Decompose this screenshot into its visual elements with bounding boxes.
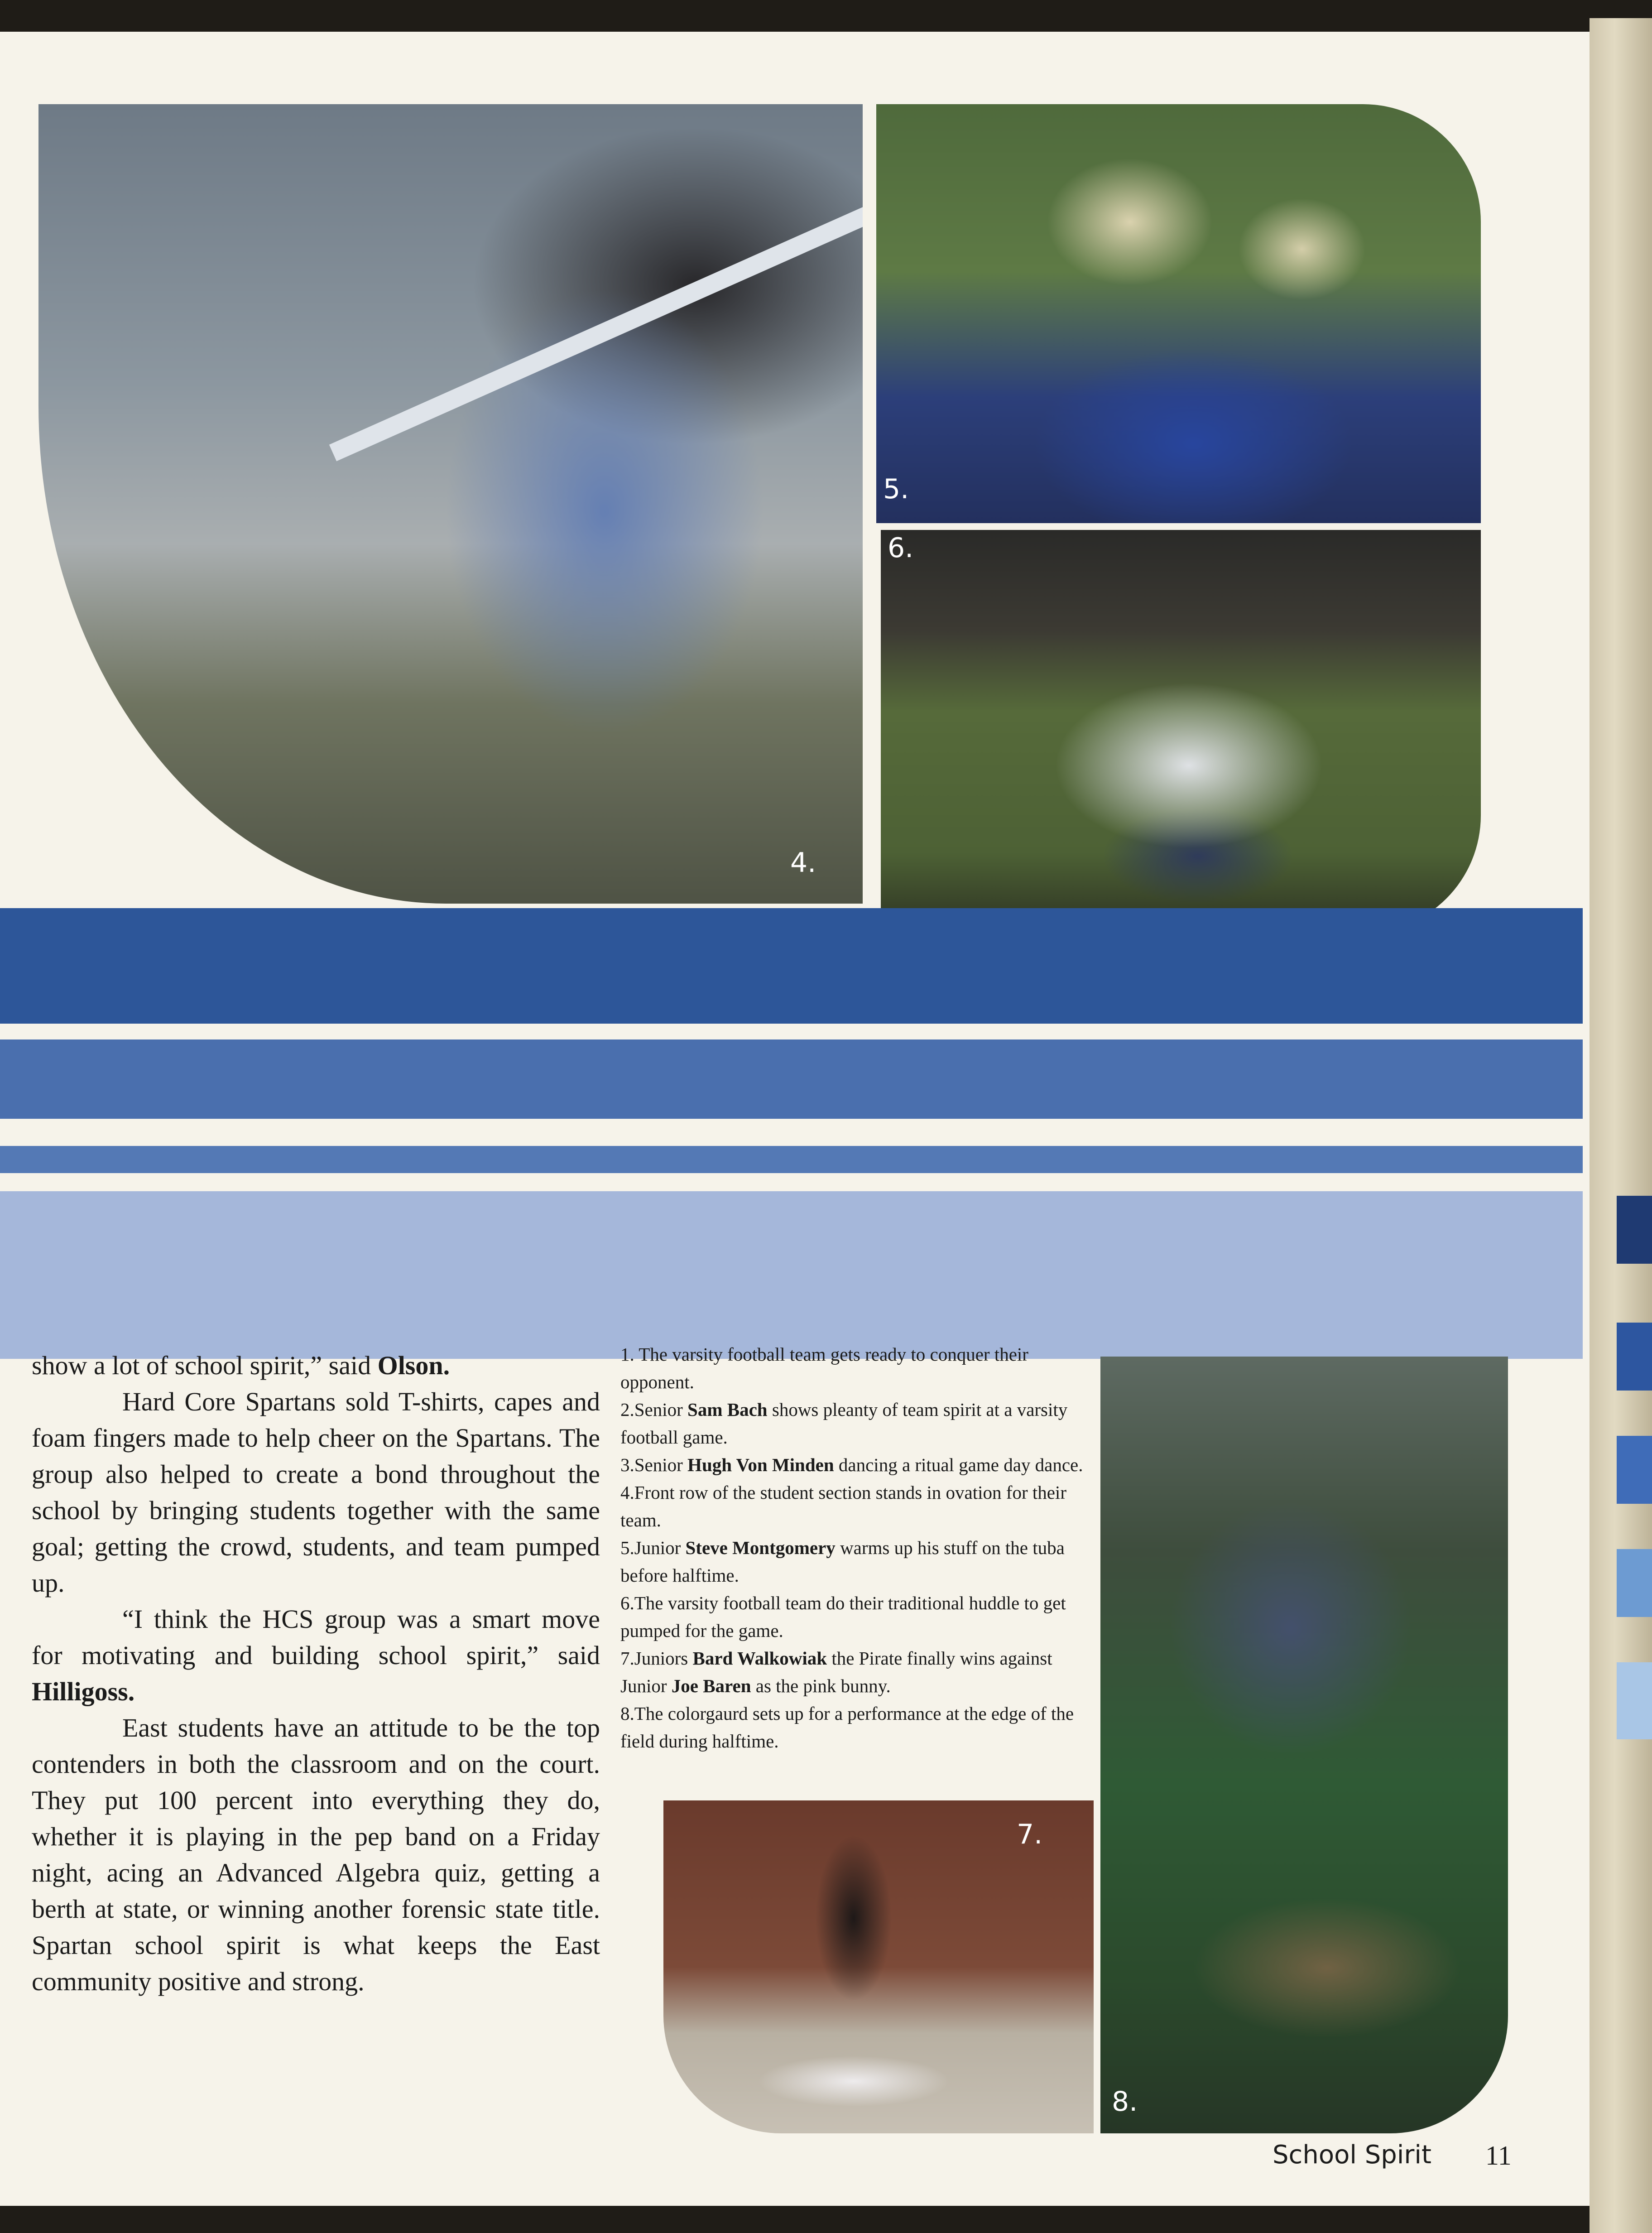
photo-number-8: 8. bbox=[1112, 2086, 1138, 2118]
caption-2: 2.Senior Sam Bach shows pleanty of team spirit at a varsity football game. bbox=[620, 1399, 1068, 1448]
caption-1: 1. The varsity football team gets ready to conquer their opponent. bbox=[620, 1344, 1028, 1392]
edge-tab-1 bbox=[1617, 1196, 1652, 1264]
edge-tab-2 bbox=[1617, 1323, 1652, 1391]
photo-number-5: 5. bbox=[883, 473, 909, 505]
caption-3: 3.Senior Hugh Von Minden dancing a ritual game day dance. bbox=[620, 1454, 1083, 1475]
article-body bbox=[32, 1348, 600, 2000]
section-label: School Spirit bbox=[1273, 2140, 1431, 2170]
photo-number-6: 6. bbox=[888, 532, 914, 564]
decorative-stripe-3 bbox=[0, 1146, 1583, 1173]
caption-5: 5.Junior Steve Montgomery warms up his stuff on the tuba before halftime. bbox=[620, 1537, 1065, 1586]
edge-tab-5 bbox=[1617, 1662, 1652, 1739]
edge-tab-3 bbox=[1617, 1436, 1652, 1504]
photo-colorguard bbox=[1100, 1357, 1508, 2133]
paragraph-3: “I think the HCS group was a smart move for motivating and building school spirit,” said Hilligoss. bbox=[32, 1604, 600, 1706]
photo-team-huddle bbox=[881, 530, 1481, 933]
photo-railing bbox=[329, 205, 863, 461]
caption-8: 8.The colorgaurd sets up for a performance at the edge of the field during halftime. bbox=[620, 1703, 1074, 1752]
photo-number-4: 4. bbox=[790, 847, 816, 879]
decorative-stripe-4 bbox=[0, 1191, 1583, 1359]
decorative-stripe-1 bbox=[0, 908, 1583, 1024]
paragraph-2: Hard Core Spartans sold T-shirts, capes and foam fingers made to help cheer on the Spartans. The group also helped to create a bond throughout the school by bringing students together with the same goal; getting the crowd, students, and team pumped up. bbox=[32, 1387, 600, 1598]
photo-captions bbox=[620, 1341, 1087, 1755]
photo-student-section bbox=[38, 104, 863, 904]
photo-number-7: 7. bbox=[1017, 1819, 1043, 1850]
page-number: 11 bbox=[1485, 2141, 1512, 2170]
paragraph-4: East students have an attitude to be the top contenders in both the classroom and on the court. They put 100 percent into everything they do, whether it is playing in the pep band on a Friday night, acing an Advanced Algebra quiz, getting a berth at state, or winning another forensic state title. Spartan school spirit is what keeps the East community positive and strong. bbox=[32, 1713, 600, 1996]
caption-7: 7.Juniors Bard Walkowiak the Pirate finally wins against Junior Joe Baren as the pink bunny. bbox=[620, 1648, 1052, 1696]
caption-6: 6.The varsity football team do their traditional huddle to get pumped for the game. bbox=[620, 1593, 1066, 1641]
paragraph-1: show a lot of school spirit,” said Olson. bbox=[32, 1351, 450, 1380]
edge-tab-4 bbox=[1617, 1549, 1652, 1617]
photo-pirate-and-bunny bbox=[663, 1800, 1094, 2133]
photo-tuba-players bbox=[876, 104, 1481, 523]
yearbook-page bbox=[0, 32, 1590, 2206]
page-edge bbox=[1590, 18, 1652, 2233]
caption-4: 4.Front row of the student section stands in ovation for their team. bbox=[620, 1482, 1066, 1530]
decorative-stripe-2 bbox=[0, 1040, 1583, 1119]
